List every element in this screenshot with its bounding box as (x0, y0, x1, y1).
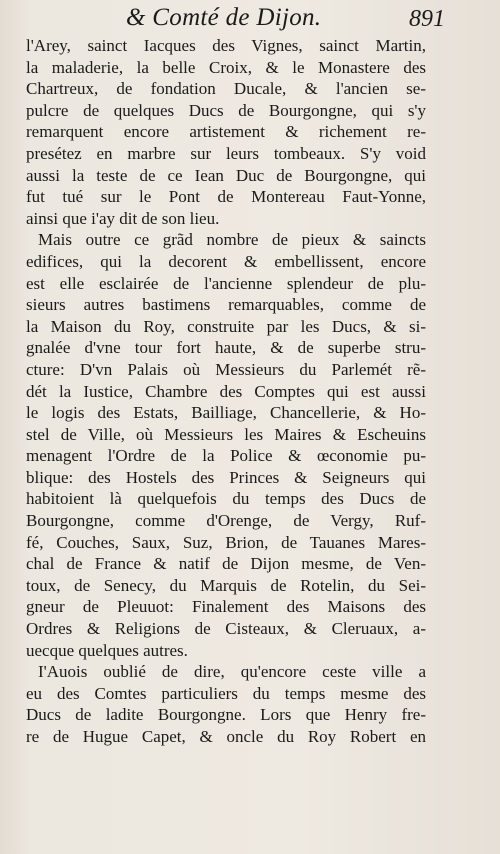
text-line: gneur de Pleuuot: Finalement des Maisons des (26, 597, 426, 617)
text-line: est elle esclairée de l'ancienne splendeur de plu- (26, 273, 426, 293)
text-line: gnalée d'vne tour fort haute, & de superbe stru- (26, 338, 426, 358)
text-line: habitoient là quelquefois du temps des Ducs de (26, 489, 426, 509)
text-line: Mais outre ce grãd nombre de pieux & saincts (38, 230, 426, 250)
text-line: blique: des Hostels des Princes & Seigneurs qui (26, 467, 426, 487)
text-line: l'Arey, sainct Iacques des Vignes, sainct Martin, (26, 36, 426, 55)
text-line: Bourgongne, comme d'Orenge, de Vergy, Ruf- (26, 511, 426, 531)
running-head: & Comté de Dijon. (126, 4, 322, 31)
text-line: uecque quelques autres. (26, 640, 188, 660)
text-line: chal de France & natif de Dijon mesme, de Ven- (26, 554, 426, 574)
body-text (26, 35, 426, 748)
text-line: menagent l'Ordre de la Police & œconomie pu- (26, 446, 426, 466)
page-number: 891 (409, 6, 445, 32)
text-line: fut tué sur le Pont de Montereau Faut-Yonne, (26, 187, 426, 207)
text-line: edifices, qui la decorent & embellissent, encore (26, 251, 426, 271)
text-line: sieurs autres bastimens remarquables, comme de (26, 295, 426, 315)
page-header (0, 2, 500, 38)
text-line: pulcre de quelques Ducs de Bourgongne, qui s'y (26, 100, 426, 120)
text-line: presétez en marbre sur leurs tombeaux. S'y void (26, 143, 426, 163)
text-line: Ducs de ladite Bourgongne. Lors que Henry fre- (26, 705, 426, 725)
text-line: toux, de Senecy, du Marquis de Rotelin, du Sei- (26, 575, 426, 595)
text-line: eu des Comtes particuliers du temps mesme des (26, 683, 426, 703)
text-line: remarquent encore artistement & richement re- (26, 122, 426, 142)
text-line: ainsi que i'ay dit de son lieu. (26, 208, 220, 228)
text-line: stel de Ville, où Messieurs les Maires & Escheuins (26, 424, 426, 444)
text-line: la Maison du Roy, construite par les Ducs, & si- (26, 316, 426, 336)
text-line: le logis des Estats, Bailliage, Chancellerie, & Ho- (26, 403, 426, 423)
text-line: la maladerie, la belle Croix, & le Monastere des (26, 57, 426, 77)
text-line: Ordres & Religions de Cisteaux, & Cleruaux, a- (26, 619, 426, 639)
text-line: Chartreux, de fondation Ducale, & l'ancien se- (26, 79, 426, 99)
text-line: aussi la teste de ce Iean Duc de Bourgongne, qui (26, 165, 426, 185)
text-line: dét la Iustice, Chambre des Comptes qui est aussi (26, 381, 426, 401)
text-line: I'Auois oublié de dire, qu'encore ceste ville a (38, 662, 426, 682)
text-line: cture: D'vn Palais où Messieurs du Parlemét rẽ- (26, 359, 426, 379)
text-line: re de Hugue Capet, & oncle du Roy Robert en (26, 727, 426, 746)
text-line: fé, Couches, Saux, Suz, Brion, de Tauanes Mares- (26, 532, 426, 552)
